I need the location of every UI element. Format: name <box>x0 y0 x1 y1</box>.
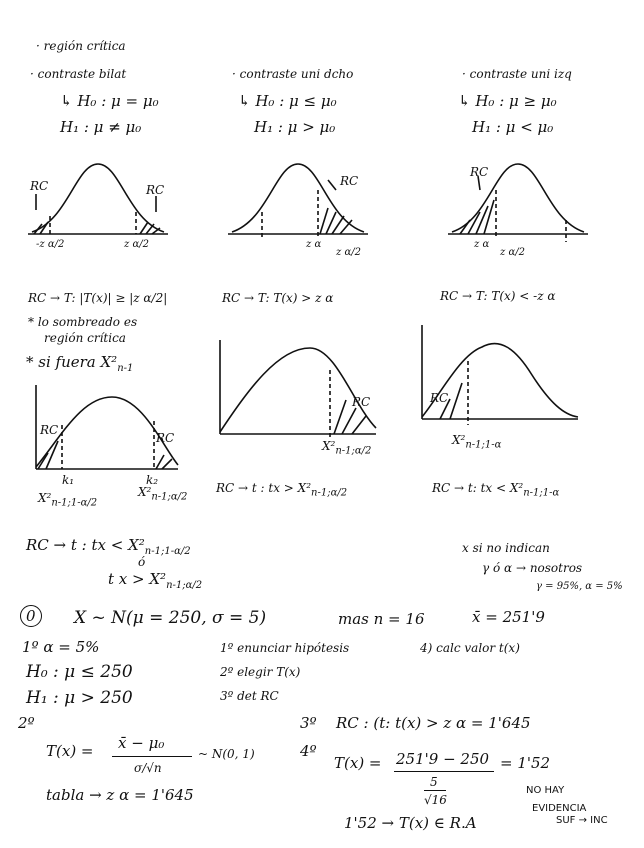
rule-bilateral: RC → T: |T(x)| ≥ |z α/2| <box>28 291 168 305</box>
statistic-distribution: ~ N(0, 1) <box>198 747 255 761</box>
tick-z-alpha-half: z α/2 <box>336 247 361 258</box>
rc-arrow <box>328 180 336 190</box>
col2-h1: H₁ : μ > μ₀ <box>254 118 336 136</box>
rc-label: RC <box>340 174 359 188</box>
chi-rule-right: RC → t : tx > $X^2_{n-1;\alpha/2}$ <box>216 481 348 499</box>
section-3: 3º <box>300 714 317 732</box>
col3-title: · contraste uni izq <box>462 67 572 81</box>
left-hatch <box>38 441 58 469</box>
x1-label: $X^2_{n-1;1-\alpha/2}$ <box>38 491 98 509</box>
col3-h0: ↳ H₀ : μ ≥ μ₀ <box>458 92 557 110</box>
critical-region: RC : (t: t(x) > z α = 1'645 <box>336 714 531 732</box>
section-4: 4º <box>300 742 317 760</box>
chi-rule-line1: RC → t : tx < $X^2_{n-1;1-\alpha/2}$ <box>26 536 191 557</box>
step-4: 4) calc valor t(x) <box>420 641 520 655</box>
statistic-numerator: x̄ − μ₀ <box>118 734 165 752</box>
calc-den-den: √16 <box>424 793 447 807</box>
tick-neg-z: -z α/2 <box>36 239 65 250</box>
right-tail-normal-plot <box>228 150 368 250</box>
rc-label-right: RC <box>146 183 165 197</box>
note-shaded-2: región crítica <box>44 331 126 345</box>
k2-label: k₂ <box>146 473 159 487</box>
col1-title: · contraste bilat <box>30 67 127 81</box>
statistic-lhs: T(x) = <box>46 742 94 760</box>
chi-left-plot <box>420 325 580 425</box>
calc-numerator: 251'9 − 250 <box>396 750 490 768</box>
statistic-fraction-line <box>112 756 192 757</box>
calc-den-num: 5 <box>430 775 438 789</box>
hypothesis-h1: H₁ : μ > 250 <box>26 688 133 708</box>
tick-z-alpha: z α <box>306 239 322 250</box>
no-evidence-3: SUF → INC <box>556 815 608 826</box>
x-label: $X^2_{n-1;\alpha/2}$ <box>322 439 372 457</box>
chi-rule-line2: t $x > X^2_{n-1;\alpha/2}$ <box>108 570 203 591</box>
chi-rule-or: ó <box>138 555 146 569</box>
chi-curve <box>220 348 376 432</box>
side-note-1: x si no indican <box>462 541 550 555</box>
left-tail-hatch <box>460 200 494 234</box>
intro-bullet: · región crítica <box>36 39 126 53</box>
rc-label-left: RC <box>30 179 49 193</box>
step-3: 3º det RC <box>220 689 279 703</box>
bilateral-normal-plot <box>28 150 168 250</box>
rc-label: RC <box>470 165 489 179</box>
left-tail-normal-plot <box>448 150 588 250</box>
step-1: 1º enunciar hipótesis <box>220 641 350 655</box>
rc-left: RC <box>40 423 59 437</box>
tick-z-alpha-half: z α/2 <box>500 247 525 258</box>
rc-label: RC <box>352 395 371 409</box>
rule-right: RC → T: T(x) > z α <box>222 291 334 305</box>
exercise-statement: X ~ N(μ = 250, σ = 5) <box>74 608 267 628</box>
x2-label: $X^2_{n-1;\alpha/2}$ <box>138 485 188 503</box>
rc-label: RC <box>430 391 449 405</box>
section-2: 2º <box>18 714 35 732</box>
table-value: tabla → z α = 1'645 <box>46 786 194 804</box>
conclusion: 1'52 → T(x) ∈ R.A <box>344 814 477 832</box>
x-label: $X^2_{n-1;1-\alpha}$ <box>452 433 502 451</box>
calc-result: = 1'52 <box>500 754 551 772</box>
side-note-2: γ ó α → nosotros <box>482 561 583 575</box>
alpha: 1º α = 5% <box>22 638 100 656</box>
calc-inner-fraction-line <box>424 790 446 791</box>
chi-right-plot <box>218 340 378 440</box>
rc-right: RC <box>156 431 175 445</box>
tick-pos-z: z α/2 <box>124 239 149 250</box>
side-note-3: γ = 95%, α = 5% <box>536 581 623 592</box>
note-chi: * si fuera $X^2_{n-1}$ <box>26 353 134 374</box>
normal-curve <box>32 164 164 232</box>
chi-curve <box>422 343 578 417</box>
exercise-number: 0 <box>26 607 36 625</box>
tick-z-alpha: z α <box>474 239 490 250</box>
no-evidence-2: EVIDENCIA <box>532 803 587 814</box>
sample-size: mas n = 16 <box>338 610 425 628</box>
chi-rule-left: RC → t: tx < $X^2_{n-1;1-\alpha}$ <box>432 481 560 499</box>
calc-lhs: T(x) = <box>334 754 382 772</box>
no-evidence-1: NO HAY <box>526 785 565 796</box>
right-hatch <box>156 455 172 469</box>
hypothesis-h0: H₀ : μ ≤ 250 <box>26 662 133 682</box>
step-2: 2º elegir T(x) <box>220 665 301 679</box>
note-shaded: * lo sombreado es <box>28 315 138 329</box>
statistic-denominator: σ/√n <box>134 761 162 775</box>
rule-left: RC → T: T(x) < -z α <box>440 289 556 303</box>
col1-h0: ↳ H₀ : μ = μ₀ <box>60 92 159 110</box>
calc-fraction-line <box>394 771 494 772</box>
k1-label: k₁ <box>62 473 75 487</box>
col3-h1: H₁ : μ < μ₀ <box>472 118 554 136</box>
col1-h1: H₁ : μ ≠ μ₀ <box>60 118 142 136</box>
col2-title: · contraste uni dcho <box>232 67 354 81</box>
col2-h0: ↳ H₀ : μ ≤ μ₀ <box>238 92 337 110</box>
sample-mean: x̄ = 251'9 <box>472 608 545 626</box>
